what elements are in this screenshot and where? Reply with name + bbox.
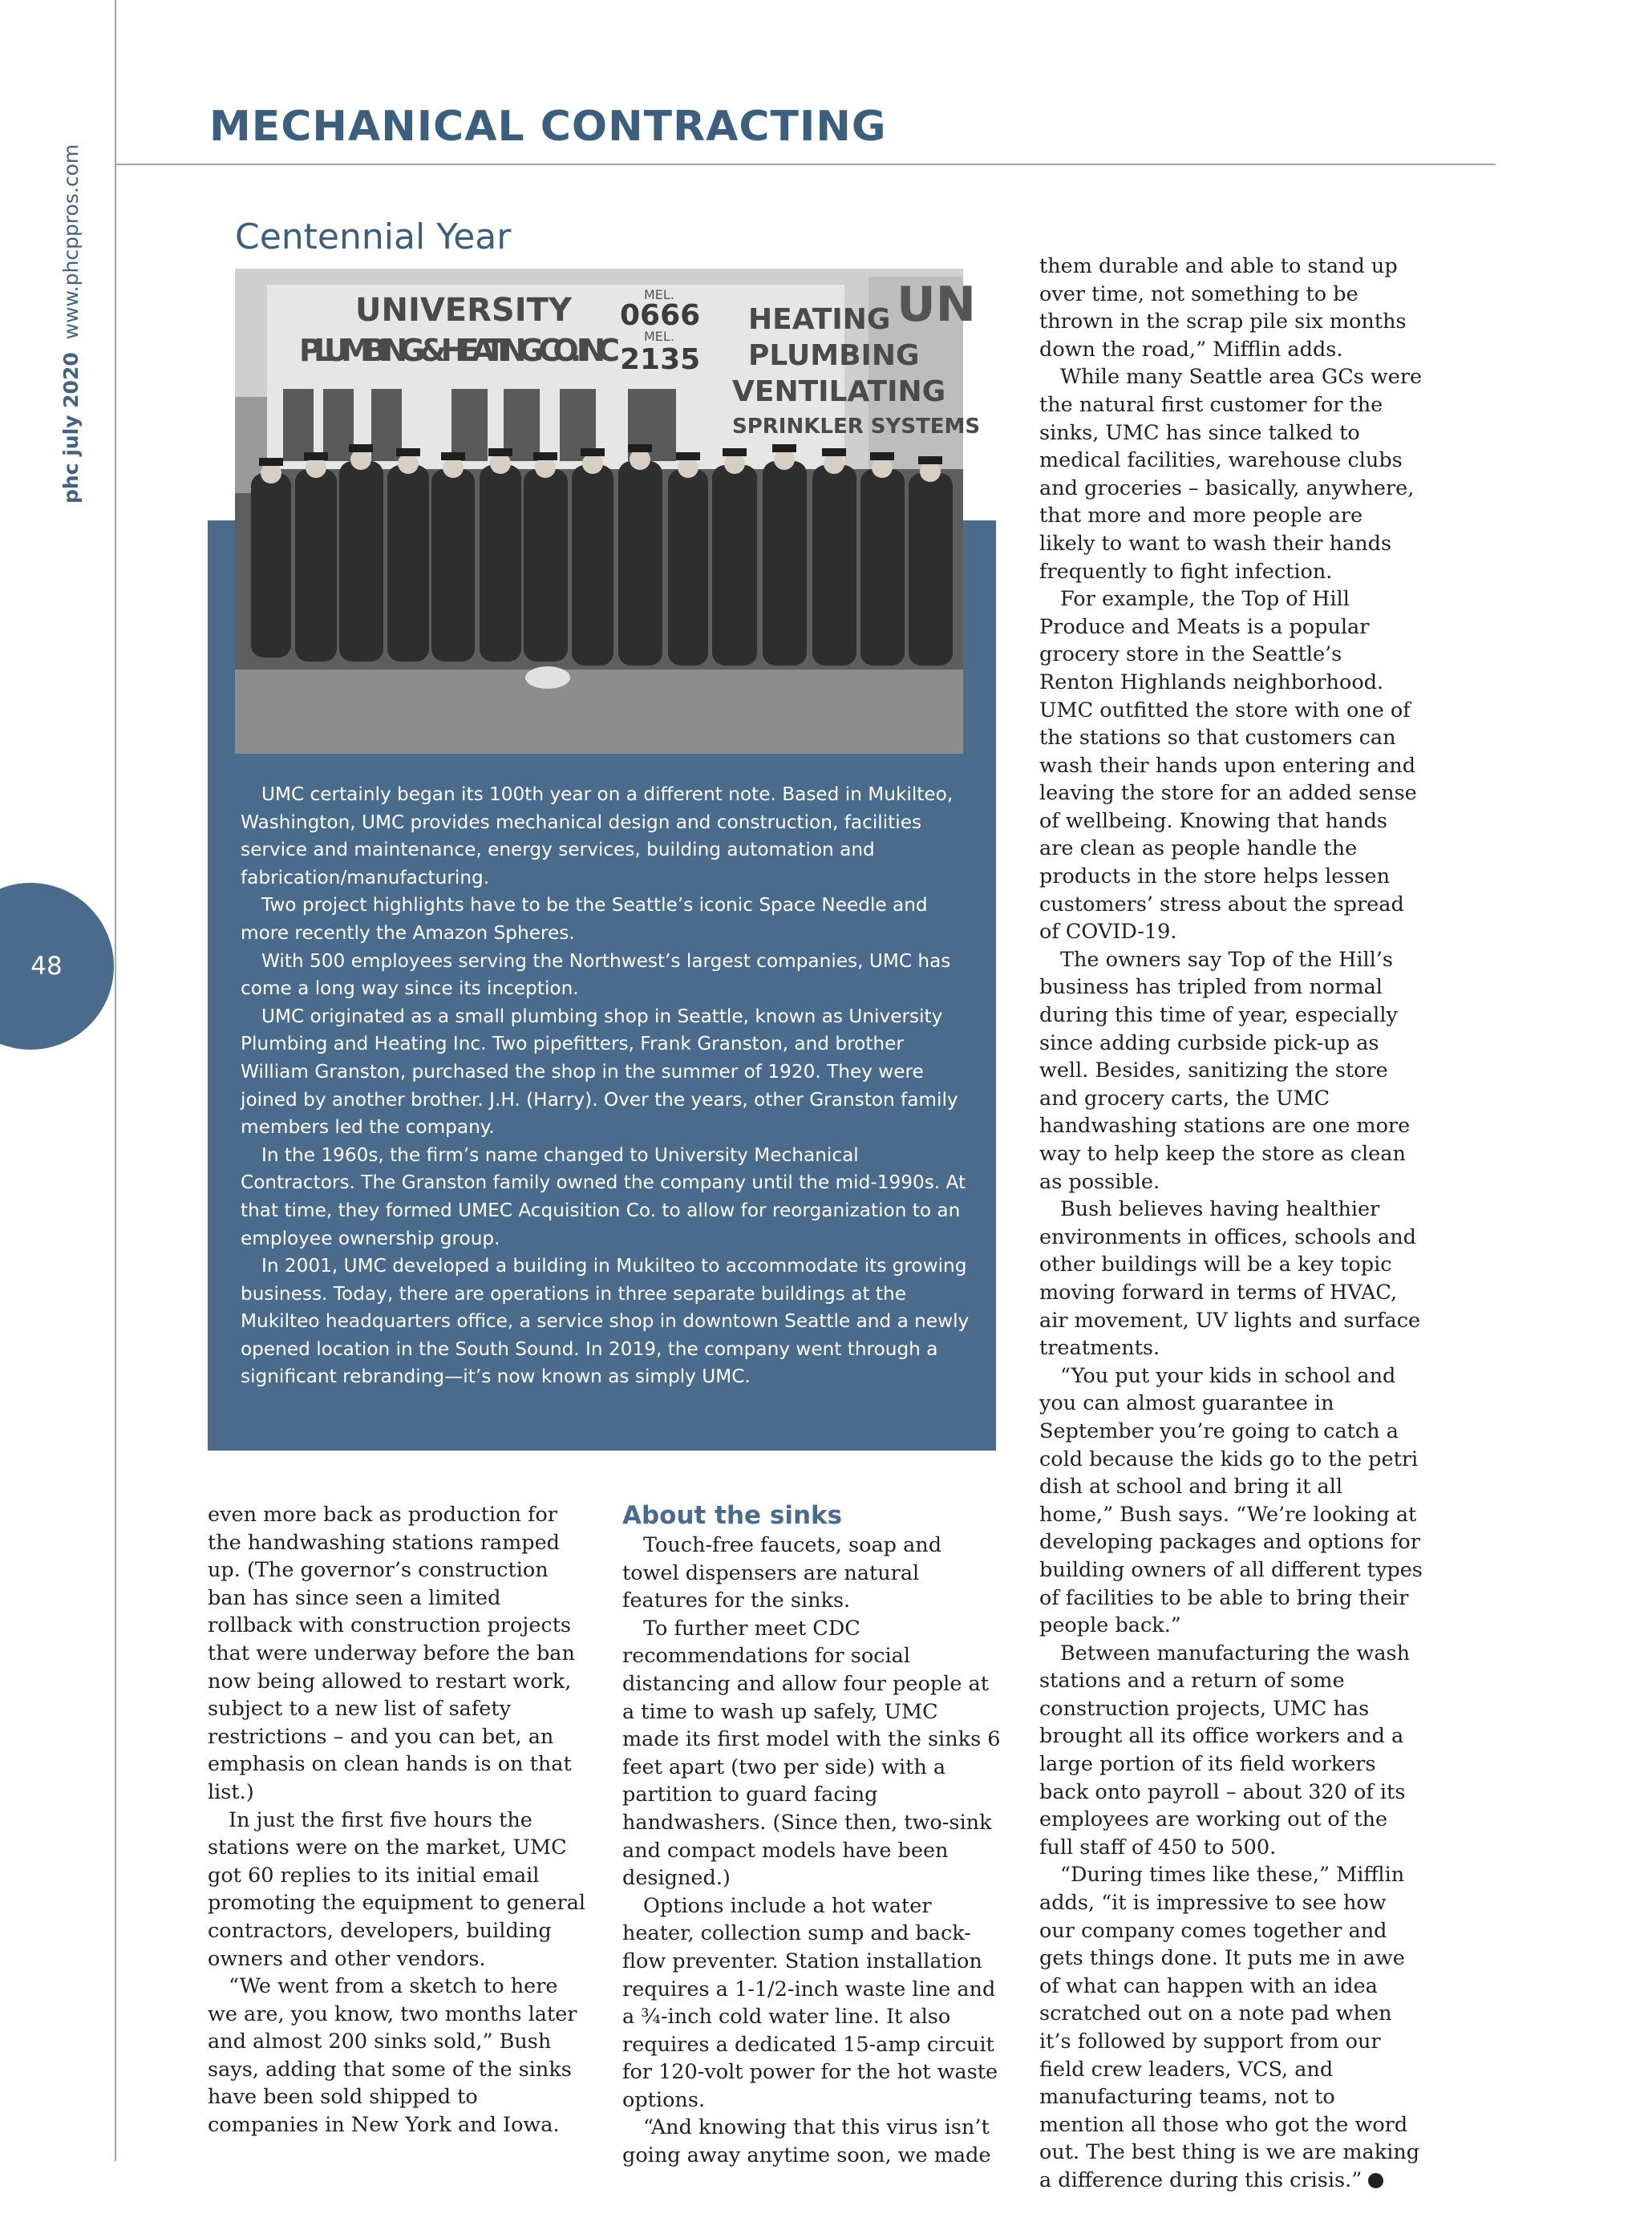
body-paragraph: Options include a hot water heater, collection sump and back-flow preventer. Station installation requires a 1-1/2-inch waste line and a ¾-inch cold water line. It also requires a dedicated 15-amp circuit for 120-volt power for the hot waste options.: [622, 1893, 998, 2112]
body-paragraph: Bush believes having healthier environments in offices, schools and other buildings will be a key topic moving forward in terms of HVAC, air movement, UV lights and surface treatments.: [1039, 1197, 1421, 1361]
page-number: 48: [30, 952, 63, 981]
sign-service-1: HEATING: [748, 303, 891, 336]
sign-company-line2: PLUMBING & HEATING CO. INC: [299, 333, 620, 368]
body-paragraph: “You put your kids in school and you can almost guarantee in September you’re going to catch a cold because the kids go to the petri dish at school and bring it all home,” Bush says. “We’re looking at developing packages and options for building owners of all different types of facilities to be able to bring their people back.”: [1039, 1363, 1423, 1638]
body-paragraph: Between manufacturing the wash stations and a return of some construction projects, UMC has brought all its office workers and a large portion of its field workers back onto payroll – about 320 of its employees are working out of the full staff of 450 to 500.: [1039, 1641, 1411, 1860]
sign-service-2: PLUMBING: [748, 339, 920, 372]
last-paragraph: [1039, 1861, 1423, 2194]
website-url: www.phcppros.com: [59, 144, 83, 340]
sign-phone1: 0666: [620, 299, 701, 332]
body-paragraph: them durable and able to stand up over time, not something to be thrown in the scrap pile six months down the road,” Mifflin adds.: [1039, 254, 1407, 362]
body-paragraph: The owners say Top of the Hill’s business has tripled from normal during this time of year, especially since adding curbside pick-up as well. Besides, sanitizing the store and grocery carts, the UMC handwashing stations are one more way to help keep the store as clean as possible.: [1039, 947, 1411, 1194]
body-paragraph: To further meet CDC recommendations for social distancing and allow four people at a time to wash up safely, UMC made its first model with the sinks 6 feet apart (two per side) with a partition to guard facing handwashers. (Since then, two-sink and compact models have been designed.): [622, 1616, 1001, 1891]
article-column-2: [622, 1501, 1001, 2170]
body-paragraph: For example, the Top of Hill Produce and Meats is a popular grocery store in the Seattle’s Renton Highlands neighborhood. UMC outfitted the store with one of the stations so that customers can wash their hands upon entering and leaving the store for an added sense of wellbeing. Knowing that hands are clean as people handle the products in the store helps lessen customers’ stress about the spread of COVID-19.: [1039, 587, 1417, 945]
article-column-1: [208, 1501, 586, 2139]
end-of-story-bullet-icon: [1368, 2173, 1383, 2188]
sidebar-paragraph: Two project highlights have to be the Seattle’s iconic Space Needle and more recently the Amazon Spheres.: [241, 894, 928, 944]
body-paragraph: even more back as production for the handwashing stations ramped up. (The governor’s construction ban has since seen a limited rollback with construction projects that were underway before the ban now being allowed to restart work, subject to a new list of safety restrictions – and you can bet, an emphasis on clean hands is on that list.): [208, 1503, 575, 1804]
sidebar-paragraph: UMC originated as a small plumbing shop in Seattle, known as University Plumbing and Heating Inc. Two pipefitters, Frank Granston, and brother William Granston, purchased the shop in the summer of 1920. They were joined by another brother. J.H. (Harry). Over the years, other Granston family members led the company.: [241, 1005, 958, 1139]
sidebar-paragraph: With 500 employees serving the Northwest’s largest companies, UMC has come a long way since its inception.: [241, 949, 951, 1000]
crew-silhouettes: [251, 461, 953, 666]
final-paragraph-text: “During times like these,” Mifflin adds, “it is impressive to see how our company comes together and gets things done. It puts me in awe of what can happen with an idea scratched out on a note pad when it’s followed by support from our field crew leaders, VCS, and manufacturing teams, not to mention all those who got the word out. The best thing is we are making a difference during this crisis.”: [1039, 1863, 1420, 2192]
left-margin-rule: [115, 0, 116, 2161]
sidebar-box-text: [241, 781, 970, 1391]
sidebar-paragraph: UMC certainly began its 100th year on a different note. Based in Mukilteo, Washington, UMC provides mechanical design and construction, facilities service and maintenance, energy services, building automation and fabrication/manufacturing.: [241, 783, 954, 888]
body-paragraph: “We went from a sketch to here we are, you know, two months later and almost 200 sinks sold,” Bush says, adding that some of the sinks have been sold shipped to companies in New York and Iowa.: [208, 1974, 577, 2138]
sidebar-box-title: Centennial Year: [235, 217, 512, 257]
sign-service-3: VENTILATING: [732, 375, 946, 408]
header-rule: [115, 164, 1496, 165]
sign-phone-label1: MEL.: [644, 287, 674, 302]
sign-service-4: SPRINKLER SYSTEMS: [732, 415, 981, 439]
body-paragraph: In just the first five hours the stations were on the market, UMC got 60 replies to its initial email promoting the equipment to general contractors, developers, building owners and other vendors.: [208, 1807, 586, 1971]
sign-phone2: 2135: [620, 343, 701, 376]
article-column-3: [1039, 253, 1423, 2195]
section-header: MECHANICAL CONTRACTING: [209, 103, 887, 151]
body-paragraph: While many Seattle area GCs were the natural first customer for the sinks, UMC has since talked to medical facilities, warehouse clubs and groceries – basically, anywhere, that more and more people are likely to want to wash their hands frequently to fight infection.: [1039, 365, 1423, 584]
body-paragraph: Touch-free faucets, soap and towel dispensers are natural features for the sinks.: [622, 1533, 942, 1613]
body-paragraph: “And knowing that this virus isn’t going away anytime soon, we made: [622, 2115, 991, 2168]
sign-company-line1: UNIVERSITY: [355, 292, 572, 329]
sidebar-paragraph: In the 1960s, the firm’s name changed to University Mechanical Contractors. The Granston family owned the company until the mid-1990s. At that time, they formed UMEC Acquisition Co. to allow for reorganization to an employee ownership group.: [241, 1143, 966, 1249]
sidebar-folio: [59, 144, 83, 504]
sign-phone-label2: MEL.: [644, 329, 674, 344]
page-number-badge: [0, 883, 114, 1050]
publication-name: phc july 2020: [59, 352, 83, 504]
subhead-about-the-sinks: About the sinks: [622, 1501, 843, 1530]
historic-company-photo: [235, 269, 981, 754]
sidebar-paragraph: In 2001, UMC developed a building in Mukilteo to accommodate its growing business. Today, there are operations in three separate buildings at the Mukilteo headquarters office, a service shop in downtown Seattle and a newly opened location in the South Sound. In 2019, the company went through a significant rebranding—it’s now known as simply UMC.: [241, 1255, 970, 1388]
sign-edge-letters: UN: [897, 277, 976, 333]
